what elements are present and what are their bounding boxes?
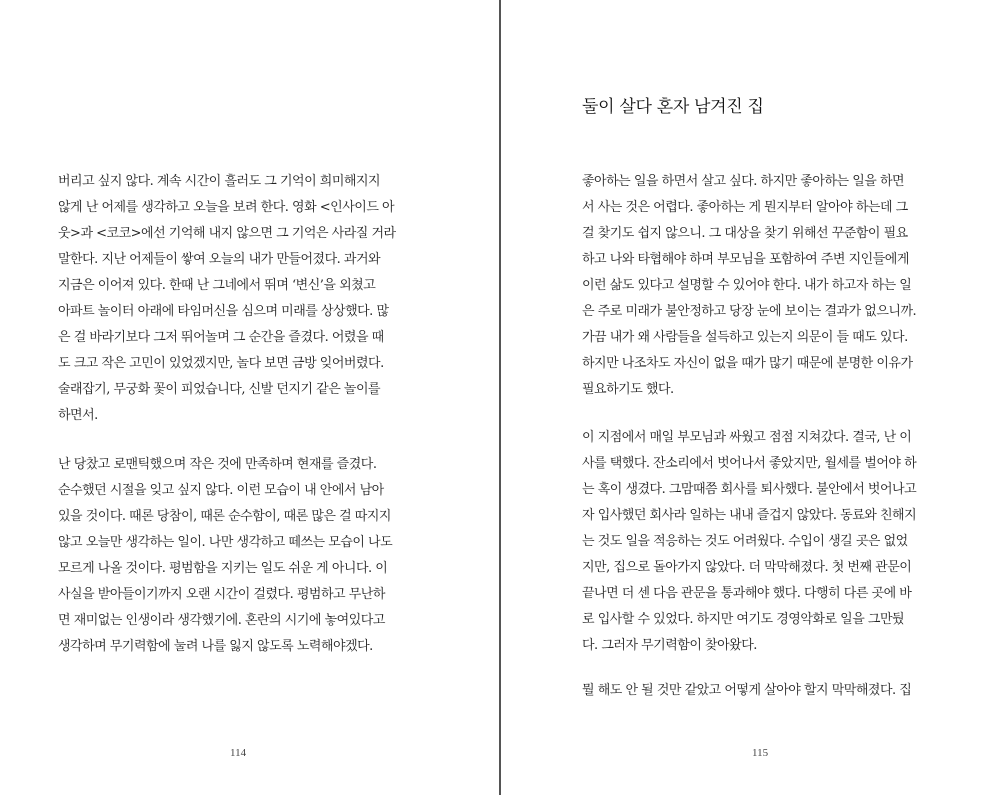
text-line: 은 주로 미래가 불안정하고 당장 눈에 보이는 결과가 없으니까. <box>582 304 917 319</box>
text-line: 하지만 나조차도 자신이 없을 때가 많기 때문에 분명한 이유가 <box>582 356 913 371</box>
text-line: 이런 삶도 있다고 설명할 수 있어야 한다. 내가 하고자 하는 일 <box>582 278 912 293</box>
text-line: 웃>과 <코코>에선 기억해 내지 않으면 그 기억은 사라질 거라 <box>58 226 396 241</box>
right-page-body-2 <box>582 425 952 659</box>
chapter-title: 둘이 살다 혼자 남겨진 집 <box>582 97 764 117</box>
text-line: 생각하며 무기력함에 눌려 나를 잃지 않도록 노력해야겠다. <box>58 639 373 654</box>
text-line: 이 지점에서 매일 부모님과 싸웠고 점점 지쳐갔다. 결국, 난 이 <box>582 430 912 445</box>
text-line: 사를 택했다. 잔소리에서 벗어나서 좋았지만, 월세를 벌어야 하 <box>582 456 917 471</box>
page-number: 114 <box>230 747 247 759</box>
text-line: 도 크고 작은 고민이 있었겠지만, 놀다 보면 금방 잊어버렸다. <box>58 356 384 371</box>
text-line: 필요하기도 했다. <box>582 382 674 397</box>
text-line: 는 혹이 생겼다. 그맘때쯤 회사를 퇴사했다. 불안에서 벗어나고 <box>582 482 917 497</box>
text-line: 사실을 받아들이기까지 오랜 시간이 걸렸다. 평범하고 무난하 <box>58 587 385 602</box>
text-line: 가끔 내가 왜 사람들을 설득하고 있는지 의문이 들 때도 있다. <box>582 330 908 345</box>
text-line: 은 걸 바라기보다 그저 뛰어놀며 그 순간을 즐겼다. 어렸을 때 <box>58 330 384 345</box>
text-line: 않고 오늘만 생각하는 일이. 나만 생각하고 떼쓰는 모습이 나도 <box>58 535 393 550</box>
text-line: 서 사는 것은 어렵다. 좋아하는 게 뭔지부터 알아야 하는데 그 <box>582 200 908 215</box>
text-line: 자 입사했던 회사라 일하는 내내 즐겁지 않았다. 동료와 친해지 <box>582 508 917 523</box>
text-line: 모르게 나올 것이다. 평범함을 지키는 일도 쉬운 게 아니다. 이 <box>58 561 388 576</box>
right-paragraph-1 <box>582 169 952 403</box>
text-line: 걸 찾기도 쉽지 않으니. 그 대상을 찾기 위해선 꾸준함이 필요 <box>582 226 908 241</box>
text-line: 지만, 집으로 돌아가지 않았다. 더 막막해졌다. 첫 번째 관문이 <box>582 560 912 575</box>
text-line: 말한다. 지난 어제들이 쌓여 오늘의 내가 만들어졌다. 과거와 <box>58 252 381 267</box>
text-line: 끝나면 더 센 다음 관문을 통과해야 했다. 다행히 다른 곳에 바 <box>582 586 912 601</box>
text-line: 버리고 싶지 않다. 계속 시간이 흘러도 그 기억이 희미해지지 <box>58 174 381 189</box>
text-line: 않게 난 어제를 생각하고 오늘을 보려 한다. 영화 <인사이드 아 <box>58 200 395 215</box>
right-page-body-3 <box>582 678 952 704</box>
left-paragraph-1 <box>58 169 428 429</box>
text-line: 뭘 해도 안 될 것만 같았고 어떻게 살아야 할지 막막해졌다. 집 <box>582 683 912 698</box>
text-line: 순수했던 시절을 잊고 싶지 않다. 이런 모습이 내 안에서 남아 <box>58 483 384 498</box>
right-paragraph-3 <box>582 678 952 704</box>
right-paragraph-2 <box>582 425 952 659</box>
right-page <box>502 0 1000 795</box>
text-line: 다. 그러자 무기력함이 찾아왔다. <box>582 638 757 653</box>
text-line: 있을 것이다. 때론 당참이, 때론 순수함이, 때론 많은 걸 따지지 <box>58 509 391 524</box>
text-line: 좋아하는 일을 하면서 살고 싶다. 하지만 좋아하는 일을 하면 <box>582 174 905 189</box>
left-page-body <box>58 169 428 429</box>
text-line: 하면서. <box>58 408 98 423</box>
text-line: 난 당찼고 로맨틱했으며 작은 것에 만족하며 현재를 즐겼다. <box>58 457 377 472</box>
text-line: 는 것도 일을 적응하는 것도 어려웠다. 수입이 생길 곳은 없었 <box>582 534 908 549</box>
text-line: 하고 나와 타협해야 하며 부모님을 포함하여 주변 지인들에게 <box>582 252 909 267</box>
left-page-body-2 <box>58 452 428 660</box>
text-line: 지금은 이어져 있다. 한때 난 그네에서 뛰며 ‘변신’을 외쳤고 <box>58 278 376 293</box>
right-page-body <box>582 169 952 403</box>
left-paragraph-2 <box>58 452 428 660</box>
book-spine-divider <box>499 0 501 795</box>
text-line: 면 재미없는 인생이라 생각했기에. 혼란의 시기에 놓여있다고 <box>58 613 385 628</box>
page-number: 115 <box>752 747 769 759</box>
text-line: 로 입사할 수 있었다. 하지만 여기도 경영악화로 일을 그만뒀 <box>582 612 905 627</box>
text-line: 아파트 놀이터 아래에 타임머신을 심으며 미래를 상상했다. 많 <box>58 304 389 319</box>
text-line: 술래잡기, 무궁화 꽃이 피었습니다, 신발 던지기 같은 놀이를 <box>58 382 381 397</box>
